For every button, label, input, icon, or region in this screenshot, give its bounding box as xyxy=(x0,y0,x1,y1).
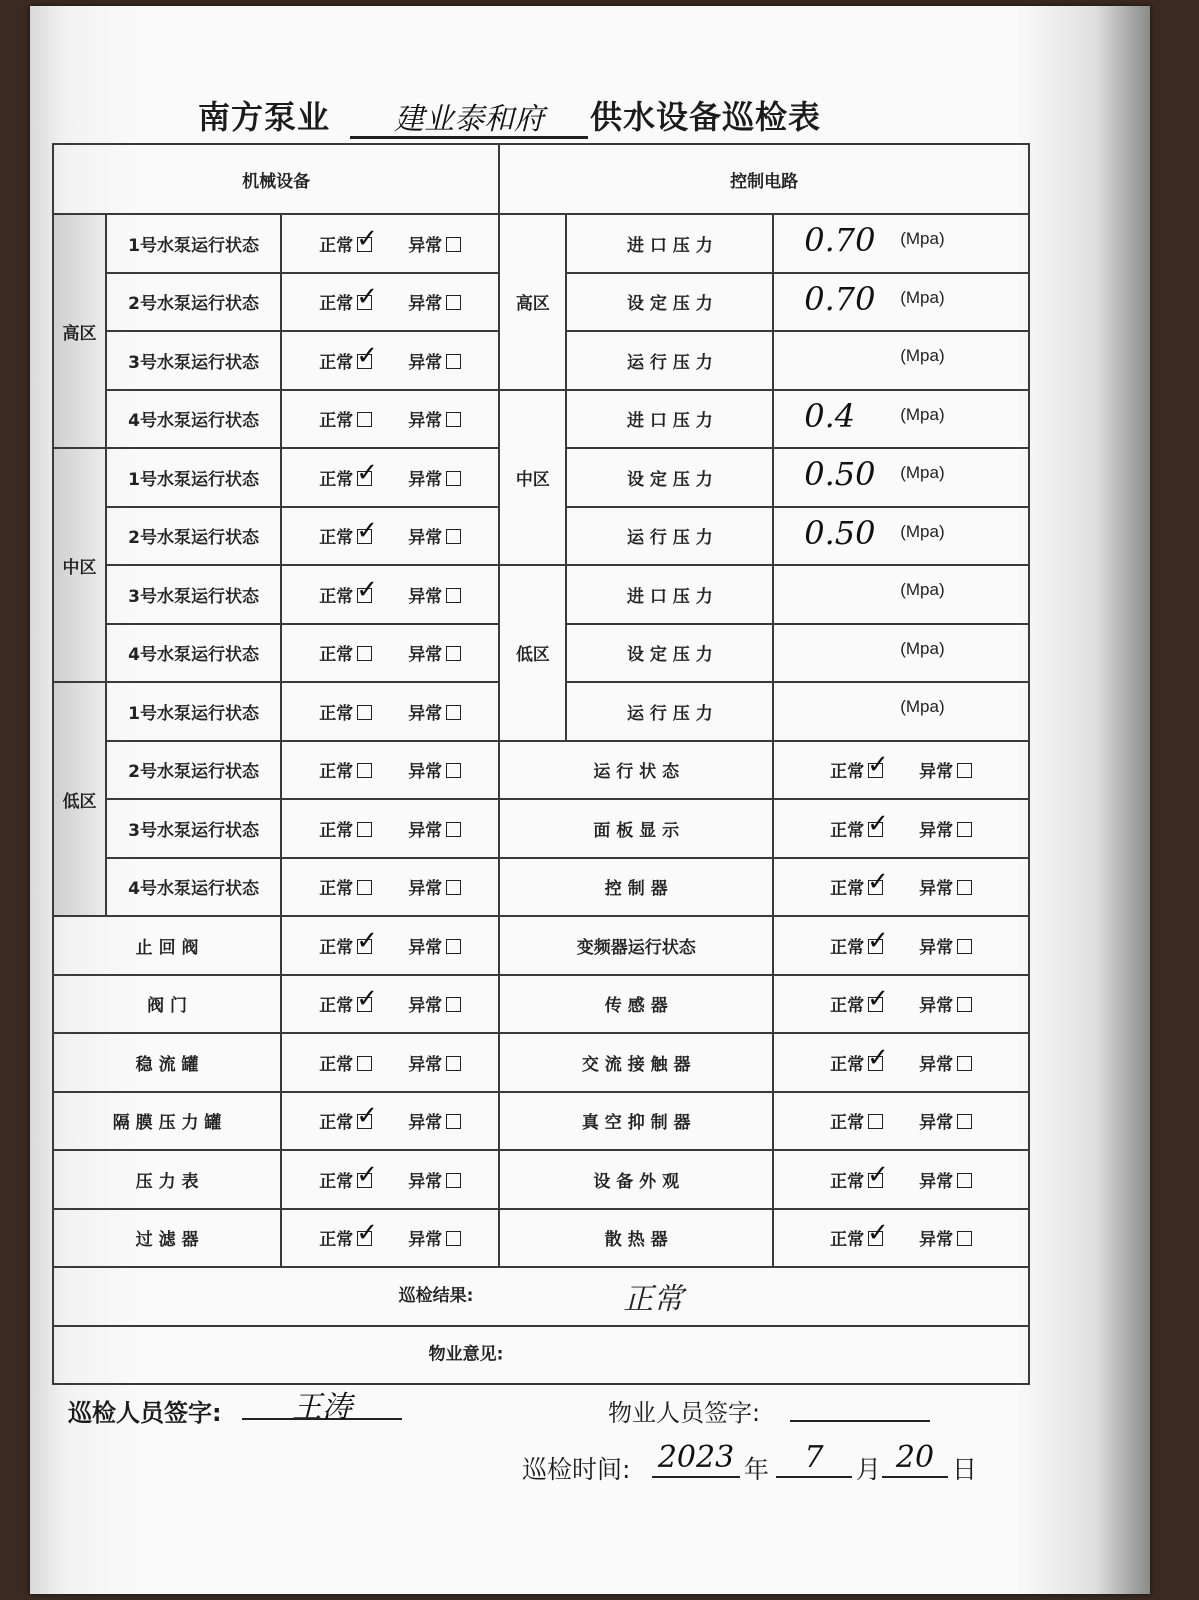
mech-item-status xyxy=(281,1209,499,1268)
normal-checkbox[interactable] xyxy=(357,1056,372,1071)
control-status-6 xyxy=(812,1108,990,1133)
pump-status xyxy=(281,214,499,273)
pressure-value-cell[interactable] xyxy=(773,273,1029,332)
pump-status xyxy=(281,741,499,800)
control-item-label: 传 感 器 xyxy=(499,975,773,1034)
abnormal-checkbox[interactable] xyxy=(446,1173,461,1188)
abnormal-checkbox[interactable] xyxy=(446,763,461,778)
abnormal-checkbox[interactable] xyxy=(446,1056,461,1071)
mech-item-label: 过 滤 器 xyxy=(53,1209,281,1268)
inspection-table xyxy=(52,143,1030,1385)
abnormal-label: 异常 xyxy=(919,1054,954,1075)
normal-label: 正常 xyxy=(830,1230,865,1251)
pump-status-9 xyxy=(301,757,479,782)
normal-label: 正常 xyxy=(319,528,354,549)
result-value: 正常 xyxy=(623,1282,684,1318)
abnormal-checkbox[interactable] xyxy=(446,646,461,661)
normal-label: 正常 xyxy=(319,820,354,841)
control-item-status xyxy=(773,975,1029,1034)
normal-label: 正常 xyxy=(319,762,354,783)
abnormal-checkbox[interactable] xyxy=(446,705,461,720)
control-item-label: 运 行 状 态 xyxy=(499,741,773,800)
pressure-unit: (Mpa) xyxy=(900,521,945,541)
mech-item-status xyxy=(281,1150,499,1209)
pressure-zone-label: 中区 xyxy=(499,390,566,566)
normal-checkbox[interactable] xyxy=(868,1231,883,1246)
normal-checkbox[interactable] xyxy=(357,822,372,837)
inspector-signature[interactable]: 王涛 xyxy=(242,1382,402,1420)
pump-zone-label: 中区 xyxy=(53,448,106,682)
pump-status-4 xyxy=(301,465,479,490)
mech-item-status xyxy=(281,975,499,1034)
abnormal-label: 异常 xyxy=(408,762,443,783)
abnormal-checkbox[interactable] xyxy=(957,1173,972,1188)
abnormal-label: 异常 xyxy=(919,1171,954,1192)
abnormal-checkbox[interactable] xyxy=(446,1231,461,1246)
abnormal-label: 异常 xyxy=(919,762,954,783)
pressure-label: 设 定 压 力 xyxy=(566,624,773,683)
result-label: 巡检结果: xyxy=(398,1286,474,1307)
abnormal-checkbox[interactable] xyxy=(446,471,461,486)
table-row xyxy=(53,799,1029,858)
normal-checkbox[interactable] xyxy=(357,471,372,486)
abnormal-label: 异常 xyxy=(919,937,954,958)
pump-status xyxy=(281,682,499,741)
normal-checkbox[interactable] xyxy=(357,1173,372,1188)
pump-status-1 xyxy=(301,289,479,314)
pressure-value: 0.70 xyxy=(804,279,876,318)
normal-label: 正常 xyxy=(319,703,354,724)
normal-checkbox[interactable] xyxy=(357,529,372,544)
normal-label: 正常 xyxy=(319,1171,354,1192)
header-control: 控制电路 xyxy=(499,144,1029,214)
control-status-5 xyxy=(812,1050,990,1075)
abnormal-checkbox[interactable] xyxy=(957,997,972,1012)
pressure-unit: (Mpa) xyxy=(900,638,945,658)
normal-label: 正常 xyxy=(319,469,354,490)
normal-label: 正常 xyxy=(830,820,865,841)
header-mechanical: 机械设备 xyxy=(53,144,499,214)
control-item-status xyxy=(773,916,1029,975)
normal-label: 正常 xyxy=(319,294,354,315)
pressure-value: 0.70 xyxy=(804,221,876,259)
abnormal-checkbox[interactable] xyxy=(446,939,461,954)
control-status-7 xyxy=(812,1167,990,1192)
pressure-unit: (Mpa) xyxy=(900,346,945,365)
pump-label: 4号水泵运行状态 xyxy=(106,858,281,917)
result-row xyxy=(53,1267,1029,1326)
abnormal-checkbox[interactable] xyxy=(446,997,461,1012)
table-row xyxy=(53,975,1029,1034)
normal-checkbox[interactable] xyxy=(357,705,372,720)
abnormal-checkbox[interactable] xyxy=(957,763,972,778)
control-item-label: 散 热 器 xyxy=(499,1209,773,1268)
pressure-unit: (Mpa) xyxy=(900,580,945,599)
normal-checkbox[interactable] xyxy=(357,646,372,661)
normal-checkbox[interactable] xyxy=(357,997,372,1012)
mech-item-label: 止 回 阀 xyxy=(53,916,281,975)
abnormal-checkbox[interactable] xyxy=(957,1231,972,1246)
normal-label: 正常 xyxy=(319,352,354,373)
pressure-label: 进 口 压 力 xyxy=(566,214,773,273)
mech-status-1 xyxy=(301,991,479,1016)
control-item-status xyxy=(773,1033,1029,1092)
abnormal-label: 异常 xyxy=(408,294,443,315)
abnormal-label: 异常 xyxy=(408,352,443,373)
title-location: 建业泰和府 xyxy=(350,94,588,139)
control-item-status xyxy=(773,741,1029,800)
opinion-label: 物业意见: xyxy=(428,1344,504,1365)
control-item-status xyxy=(773,858,1029,917)
pump-status-10 xyxy=(301,816,479,841)
mech-item-status xyxy=(281,1033,499,1092)
title-prefix: 南方泵业 xyxy=(198,98,331,136)
mech-item-status xyxy=(281,1092,499,1151)
pressure-label: 进 口 压 力 xyxy=(566,390,773,449)
abnormal-checkbox[interactable] xyxy=(957,1114,972,1129)
abnormal-label: 异常 xyxy=(919,820,954,841)
pressure-value: 0.4 xyxy=(804,396,856,435)
control-status-3 xyxy=(812,933,990,958)
abnormal-label: 异常 xyxy=(919,996,954,1017)
control-item-label: 交 流 接 触 器 xyxy=(499,1033,773,1092)
abnormal-checkbox[interactable] xyxy=(446,1114,461,1129)
abnormal-label: 异常 xyxy=(408,703,443,724)
abnormal-label: 异常 xyxy=(919,1113,954,1134)
abnormal-label: 异常 xyxy=(408,235,443,256)
pump-status-8 xyxy=(301,699,479,724)
pump-status-11 xyxy=(301,874,479,899)
pump-status-0 xyxy=(301,231,479,256)
normal-label: 正常 xyxy=(319,235,354,256)
abnormal-checkbox[interactable] xyxy=(446,354,461,369)
day-unit: 日 xyxy=(952,1455,978,1484)
pump-label: 4号水泵运行状态 xyxy=(106,390,281,449)
pump-zone-label: 低区 xyxy=(53,682,106,916)
normal-label: 正常 xyxy=(830,1171,865,1192)
pump-status xyxy=(281,273,499,332)
control-item-label: 面 板 显 示 xyxy=(499,799,773,858)
pressure-label: 运 行 压 力 xyxy=(566,331,773,390)
pressure-value-cell[interactable] xyxy=(773,390,1029,449)
year-unit: 年 xyxy=(744,1455,770,1484)
inspection-day[interactable]: 20 xyxy=(882,1440,948,1478)
control-item-label: 设 备 外 观 xyxy=(499,1150,773,1209)
table-row xyxy=(53,1150,1029,1209)
pump-status-5 xyxy=(301,523,479,548)
normal-checkbox[interactable] xyxy=(868,1114,883,1129)
pump-label: 2号水泵运行状态 xyxy=(106,507,281,566)
pump-status xyxy=(281,507,499,566)
abnormal-label: 异常 xyxy=(408,586,443,607)
pressure-label: 运 行 压 力 xyxy=(566,507,773,566)
abnormal-checkbox[interactable] xyxy=(446,822,461,837)
pump-status xyxy=(281,565,499,624)
table-row xyxy=(53,858,1029,917)
pressure-value-cell[interactable] xyxy=(773,214,1029,273)
title-suffix: 供水设备巡检表 xyxy=(590,98,822,136)
inspection-month[interactable]: 7 xyxy=(776,1440,852,1478)
pressure-zone-label: 高区 xyxy=(499,214,566,390)
control-item-label: 真 空 抑 制 器 xyxy=(499,1092,773,1151)
pump-zone-label: 高区 xyxy=(53,214,106,448)
table-row xyxy=(53,390,1029,449)
mech-status-0 xyxy=(301,933,479,958)
normal-checkbox[interactable] xyxy=(868,763,883,778)
normal-label: 正常 xyxy=(830,1113,865,1134)
abnormal-label: 异常 xyxy=(408,1054,443,1075)
control-status-8 xyxy=(812,1225,990,1250)
abnormal-checkbox[interactable] xyxy=(446,295,461,310)
abnormal-label: 异常 xyxy=(408,820,443,841)
normal-label: 正常 xyxy=(830,762,865,783)
abnormal-label: 异常 xyxy=(408,411,443,432)
inspection-year[interactable]: 2023 xyxy=(652,1440,740,1478)
pressure-unit: (Mpa) xyxy=(900,229,945,248)
pump-status xyxy=(281,858,499,917)
normal-label: 正常 xyxy=(319,879,354,900)
abnormal-checkbox[interactable] xyxy=(446,237,461,252)
abnormal-label: 异常 xyxy=(408,996,443,1017)
abnormal-checkbox[interactable] xyxy=(957,822,972,837)
pump-status xyxy=(281,390,499,449)
abnormal-label: 异常 xyxy=(408,1230,443,1251)
normal-checkbox[interactable] xyxy=(868,822,883,837)
pressure-value-cell[interactable] xyxy=(773,682,1029,741)
property-signature[interactable] xyxy=(790,1384,930,1422)
abnormal-checkbox[interactable] xyxy=(957,880,972,895)
mech-status-3 xyxy=(301,1108,479,1133)
pump-label: 1号水泵运行状态 xyxy=(106,214,281,273)
normal-checkbox[interactable] xyxy=(357,237,372,252)
table-row xyxy=(53,741,1029,800)
pressure-label: 进 口 压 力 xyxy=(566,565,773,624)
abnormal-checkbox[interactable] xyxy=(446,880,461,895)
table-row xyxy=(53,1209,1029,1268)
pump-label: 3号水泵运行状态 xyxy=(106,799,281,858)
control-item-status xyxy=(773,1150,1029,1209)
abnormal-label: 异常 xyxy=(408,1171,443,1192)
pump-label: 1号水泵运行状态 xyxy=(106,448,281,507)
pressure-unit: (Mpa) xyxy=(900,287,945,307)
pressure-unit: (Mpa) xyxy=(900,404,945,424)
pressure-zone-label: 低区 xyxy=(499,565,566,741)
pump-label: 2号水泵运行状态 xyxy=(106,273,281,332)
pressure-value-cell[interactable] xyxy=(773,448,1029,507)
table-row xyxy=(53,1033,1029,1092)
control-status-4 xyxy=(812,991,990,1016)
opinion-row xyxy=(53,1326,1029,1385)
normal-label: 正常 xyxy=(830,1054,865,1075)
property-signature-label: 物业人员签字: xyxy=(608,1399,761,1427)
month-unit: 月 xyxy=(856,1455,882,1484)
normal-checkbox[interactable] xyxy=(868,1173,883,1188)
table-row xyxy=(53,1092,1029,1151)
normal-checkbox[interactable] xyxy=(357,1114,372,1129)
normal-checkbox[interactable] xyxy=(357,763,372,778)
abnormal-checkbox[interactable] xyxy=(446,588,461,603)
pump-status xyxy=(281,448,499,507)
abnormal-label: 异常 xyxy=(919,879,954,900)
pump-status-2 xyxy=(301,348,479,373)
pump-status-3 xyxy=(301,406,479,431)
normal-label: 正常 xyxy=(830,996,865,1017)
pressure-value: 0.50 xyxy=(804,513,876,552)
abnormal-checkbox[interactable] xyxy=(957,1056,972,1071)
pump-label: 3号水泵运行状态 xyxy=(106,331,281,390)
table-row xyxy=(53,214,1029,273)
pump-status xyxy=(281,799,499,858)
control-item-status xyxy=(773,1209,1029,1268)
mech-item-label: 阀 门 xyxy=(53,975,281,1034)
control-item-status xyxy=(773,799,1029,858)
pump-label: 1号水泵运行状态 xyxy=(106,682,281,741)
pump-status-6 xyxy=(301,582,479,607)
normal-checkbox[interactable] xyxy=(868,1056,883,1071)
pressure-value: 0.50 xyxy=(804,455,876,493)
inspection-time-label: 巡检时间: xyxy=(522,1455,631,1484)
normal-checkbox[interactable] xyxy=(357,295,372,310)
control-status-0 xyxy=(812,757,990,782)
pump-status xyxy=(281,331,499,390)
control-status-1 xyxy=(812,816,990,841)
control-item-label: 控 制 器 xyxy=(499,858,773,917)
pump-label: 3号水泵运行状态 xyxy=(106,565,281,624)
normal-checkbox[interactable] xyxy=(357,588,372,603)
abnormal-checkbox[interactable] xyxy=(957,939,972,954)
normal-label: 正常 xyxy=(319,1054,354,1075)
pressure-unit: (Mpa) xyxy=(900,463,945,482)
pump-status xyxy=(281,624,499,683)
pump-label: 2号水泵运行状态 xyxy=(106,741,281,800)
normal-checkbox[interactable] xyxy=(357,412,372,427)
inspector-signature-label: 巡检人员签字: xyxy=(68,1399,222,1427)
normal-label: 正常 xyxy=(319,1113,354,1134)
pressure-unit: (Mpa) xyxy=(900,697,945,716)
pump-label: 4号水泵运行状态 xyxy=(106,624,281,683)
abnormal-checkbox[interactable] xyxy=(446,529,461,544)
normal-label: 正常 xyxy=(319,411,354,432)
abnormal-label: 异常 xyxy=(919,1230,954,1251)
normal-label: 正常 xyxy=(830,879,865,900)
pressure-label: 运 行 压 力 xyxy=(566,682,773,741)
mech-status-5 xyxy=(301,1225,479,1250)
normal-label: 正常 xyxy=(830,937,865,958)
normal-label: 正常 xyxy=(319,586,354,607)
normal-checkbox[interactable] xyxy=(357,880,372,895)
table-row xyxy=(53,916,1029,975)
abnormal-label: 异常 xyxy=(408,1113,443,1134)
normal-label: 正常 xyxy=(319,937,354,958)
pressure-label: 设 定 压 力 xyxy=(566,448,773,507)
mech-item-status xyxy=(281,916,499,975)
normal-checkbox[interactable] xyxy=(357,939,372,954)
normal-checkbox[interactable] xyxy=(868,997,883,1012)
normal-label: 正常 xyxy=(319,996,354,1017)
normal-label: 正常 xyxy=(319,645,354,666)
normal-checkbox[interactable] xyxy=(357,354,372,369)
abnormal-label: 异常 xyxy=(408,528,443,549)
pressure-value-cell[interactable] xyxy=(773,565,1029,624)
pressure-label: 设 定 压 力 xyxy=(566,273,773,332)
control-item-status xyxy=(773,1092,1029,1151)
abnormal-label: 异常 xyxy=(408,879,443,900)
abnormal-label: 异常 xyxy=(408,937,443,958)
normal-checkbox[interactable] xyxy=(357,1231,372,1246)
normal-checkbox[interactable] xyxy=(868,939,883,954)
pressure-value-cell[interactable] xyxy=(773,624,1029,683)
control-status-2 xyxy=(812,874,990,899)
pump-status-7 xyxy=(301,640,479,665)
pressure-value-cell[interactable] xyxy=(773,507,1029,566)
mech-status-2 xyxy=(301,1050,479,1075)
mech-status-4 xyxy=(301,1167,479,1192)
table-row xyxy=(53,565,1029,624)
mech-item-label: 稳 流 罐 xyxy=(53,1033,281,1092)
abnormal-label: 异常 xyxy=(408,469,443,490)
pressure-value-cell[interactable] xyxy=(773,331,1029,390)
mech-item-label: 隔 膜 压 力 罐 xyxy=(53,1092,281,1151)
normal-label: 正常 xyxy=(319,1230,354,1251)
control-item-label: 变频器运行状态 xyxy=(499,916,773,975)
abnormal-label: 异常 xyxy=(408,645,443,666)
mech-item-label: 压 力 表 xyxy=(53,1150,281,1209)
normal-checkbox[interactable] xyxy=(868,880,883,895)
abnormal-checkbox[interactable] xyxy=(446,412,461,427)
